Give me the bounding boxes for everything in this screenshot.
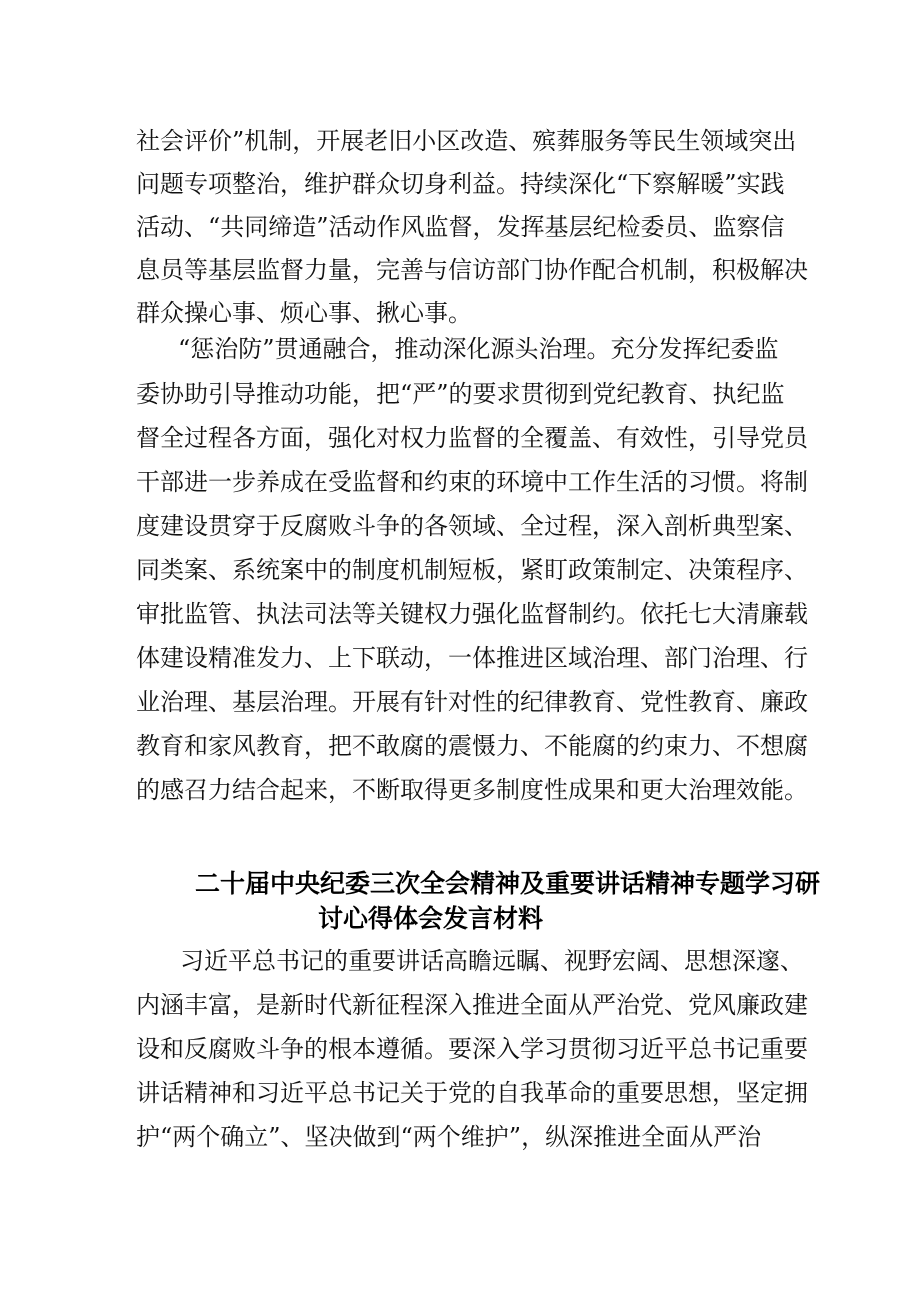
paragraph-line: 内涵丰富，是新时代新征程深入推进全面从严治党、党风廉政建 (136, 991, 808, 1019)
section-title-line-1: 二十届中央纪委三次全会精神及重要讲话精神专题学习研 (195, 869, 821, 898)
paragraph-line: 教育和家风教育，把不敢腐的震慑力、不能腐的约束力、不想腐 (136, 732, 808, 760)
paragraph-line: 问题专项整治，维护群众切身利益。持续深化“下察解暖”实践 (136, 170, 785, 198)
paragraph-line: 活动、“共同缔造”活动作风监督，发挥基层纪检委员、监察信 (136, 213, 785, 241)
paragraph-line: 群众操心事、烦心事、揪心事。 (136, 299, 472, 327)
paragraph-line: 体建设精准发力、上下联动，一体推进区域治理、部门治理、行 (136, 644, 808, 672)
paragraph-line: 业治理、基层治理。开展有针对性的纪律教育、党性教育、廉政 (136, 688, 808, 716)
paragraph-line: 干部进一步养成在受监督和约束的环境中工作生活的习惯。将制 (136, 468, 808, 496)
paragraph-line: 督全过程各方面，强化对权力监督的全覆盖、有效性，引导党员 (136, 424, 808, 452)
paragraph-line: 度建设贯穿于反腐败斗争的各领域、全过程，深入剖析典型案、 (136, 512, 808, 540)
paragraph-line: 的感召力结合起来，不断取得更多制度性成果和更大治理效能。 (136, 776, 808, 804)
paragraph-line: 护“两个确立”、坚决做到“两个维护”，纵深推进全面从严治 (136, 1123, 762, 1151)
paragraph-line: 审批监管、执法司法等关键权力强化监督制约。依托七大清廉载 (136, 600, 808, 628)
paragraph-line: 息员等基层监督力量，完善与信访部门协作配合机制，积极解决 (136, 256, 808, 284)
paragraph-line: 讲话精神和习近平总书记关于党的自我革命的重要思想，坚定拥 (136, 1079, 808, 1107)
paragraph-line: 习近平总书记的重要讲话高瞻远瞩、视野宏阔、思想深邃、 (180, 947, 804, 975)
section-title-line-2: 讨心得体会发言材料 (318, 904, 544, 933)
paragraph-line: 同类案、系统案中的制度机制短板，紧盯政策制定、决策程序、 (136, 556, 808, 584)
paragraph-line: 社会评价”机制，开展老旧小区改造、殡葬服务等民生领域突出 (136, 127, 797, 155)
paragraph-line: 设和反腐败斗争的根本遵循。要深入学习贯彻习近平总书记重要 (136, 1035, 808, 1063)
paragraph-line: 委协助引导推动功能，把“严”的要求贯彻到党纪教育、执纪监 (136, 380, 785, 408)
paragraph-line: “惩治防”贯通融合，推动深化源头治理。充分发挥纪委监 (178, 335, 779, 363)
